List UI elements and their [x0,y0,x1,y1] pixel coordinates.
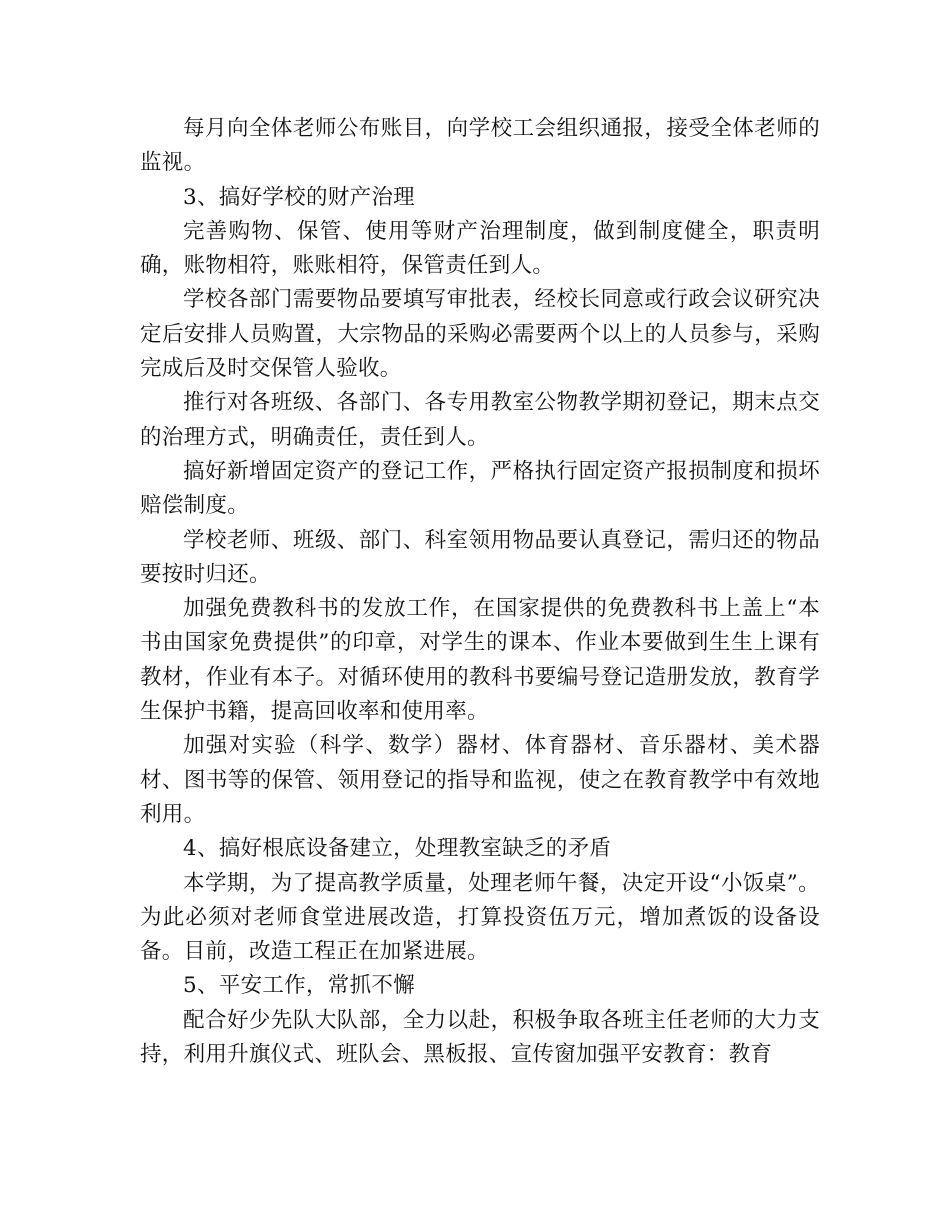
section-heading-safety: 5、平安工作，常抓不懈 [183,973,415,999]
paragraph-property-rules: 完善购物、保管、使用等财产治理制度，做到制度健全，职责明确，账物相符，账账相符，保管责任到人。 [140,218,820,279]
paragraph-equipment-supervision: 加强对实验（科学、数学）器材、体育器材、音乐器材、美术器材、图书等的保管、领用登记的指导和监视，使之在教育教学中有效地利用。 [140,733,820,827]
document-body [140,112,820,1072]
paragraph-account-disclosure: 每月向全体老师公布账目，向学校工会组织通报，接受全体老师的监视。 [140,116,820,176]
paragraph-class-registration: 推行对各班级、各部门、各专用教室公物教学期初登记，期末点交的治理方式，明确责任，责任到人。 [140,390,820,450]
paragraph-item-borrowing: 学校老师、班级、部门、科室领用物品要认真登记，需归还的物品要按时归还。 [140,527,820,587]
paragraph-fixed-assets: 搞好新增固定资产的登记工作，严格执行固定资产报损制度和损坏赔偿制度。 [140,458,820,519]
section-heading-property-management: 3、搞好学校的财产治理 [183,184,415,210]
paragraph-free-textbooks: 加强免费教科书的发放工作，在国家提供的免费教科书上盖上“本书由国家免费提供”的印章，对学生的课本、作业本要做到生生上课有教材，作业有本子。对循环使用的教科书要编号登记造册发放，教育学生保护书籍，提高回收率和使用率。 [140,596,820,725]
section-heading-infrastructure: 4、搞好根底设备建立，处理教室缺乏的矛盾 [183,836,612,862]
paragraph-canteen-renovation: 本学期，为了提高教学质量，处理老师午餐，决定开设“小饭桌”。为此必须对老师食堂进展改造，打算投资伍万元，增加煮饭的设备设备。目前，改造工程正在加紧进展。 [140,870,820,965]
paragraph-safety-education: 配合好少先队大队部，全力以赴，积极争取各班主任老师的大力支持，利用升旗仪式、班队会、黑板报、宣传窗加强平安教育：教育 [140,1007,820,1068]
paragraph-purchase-approval: 学校各部门需要物品要填写审批表，经校长同意或行政会议研究决定后安排人员购置，大宗物品的采购必需要两个以上的人员参与，采购完成后及时交保管人验收。 [140,287,820,382]
